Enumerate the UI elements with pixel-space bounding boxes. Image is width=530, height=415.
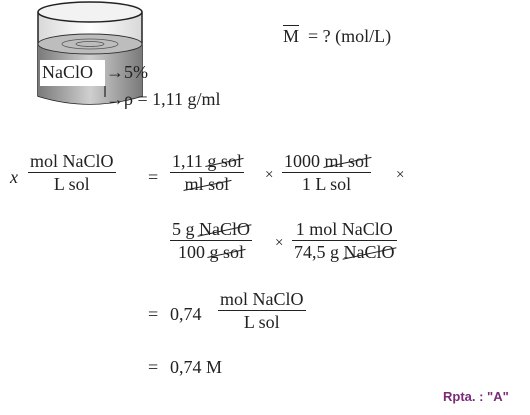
times-sign: × (265, 167, 274, 183)
fraction-denominator: L sol (243, 312, 280, 332)
fraction-numerator: 1 mol NaClO (292, 218, 397, 241)
fraction-ml-to-l (282, 150, 371, 195)
answer-label: Rpta. : "A" (443, 389, 509, 404)
fraction-denominator (170, 173, 244, 195)
cancelled-unit: g sol (207, 151, 242, 171)
fraction-denominator: L sol (53, 174, 90, 194)
percent-label: 5% (124, 62, 148, 82)
cancelled-unit: ml sol (184, 174, 230, 194)
final-result: 0,74 M (170, 357, 223, 377)
fraction-denominator: 74,5 g NaClO (294, 242, 395, 262)
fraction-percent (170, 218, 252, 263)
molarity-symbol: M (283, 26, 300, 46)
fraction-denominator: 100 g sol (177, 242, 244, 262)
equals-sign: = (148, 167, 159, 187)
fraction-numerator: 1,11 g sol (172, 151, 242, 171)
equals-sign: = (148, 304, 159, 324)
result-value: 0,74 (170, 304, 202, 324)
density-arrow-icon: → (106, 89, 124, 109)
cancelled-unit: g sol (209, 242, 244, 262)
fraction-numerator: mol NaClO (30, 151, 114, 171)
density-label: ρ = 1,11 g/ml (124, 89, 221, 109)
arrow-icon: → (106, 62, 124, 82)
fraction-result-units (218, 288, 306, 333)
cancelled-unit: NaClO (199, 219, 250, 239)
fraction-numerator: 5 g NaClO (172, 219, 250, 239)
cancelled-unit: NaClO (343, 242, 395, 262)
times-sign: × (275, 235, 284, 251)
cancelled-unit: ml sol (324, 151, 370, 171)
molarity-question: = ? (mol/L) (308, 26, 392, 46)
fraction-denominator: 1 L sol (301, 174, 352, 194)
fraction-density (170, 150, 244, 195)
fraction-numerator: mol NaClO (220, 289, 304, 309)
variable-x: x (10, 167, 18, 187)
fraction-mol-per-l (28, 150, 116, 195)
fraction-numerator: 1000 ml sol (284, 151, 370, 171)
fraction-molar-mass (292, 218, 397, 263)
times-sign: × (396, 167, 405, 183)
equals-sign: = (148, 357, 159, 377)
solute-label: NaClO (42, 62, 93, 82)
